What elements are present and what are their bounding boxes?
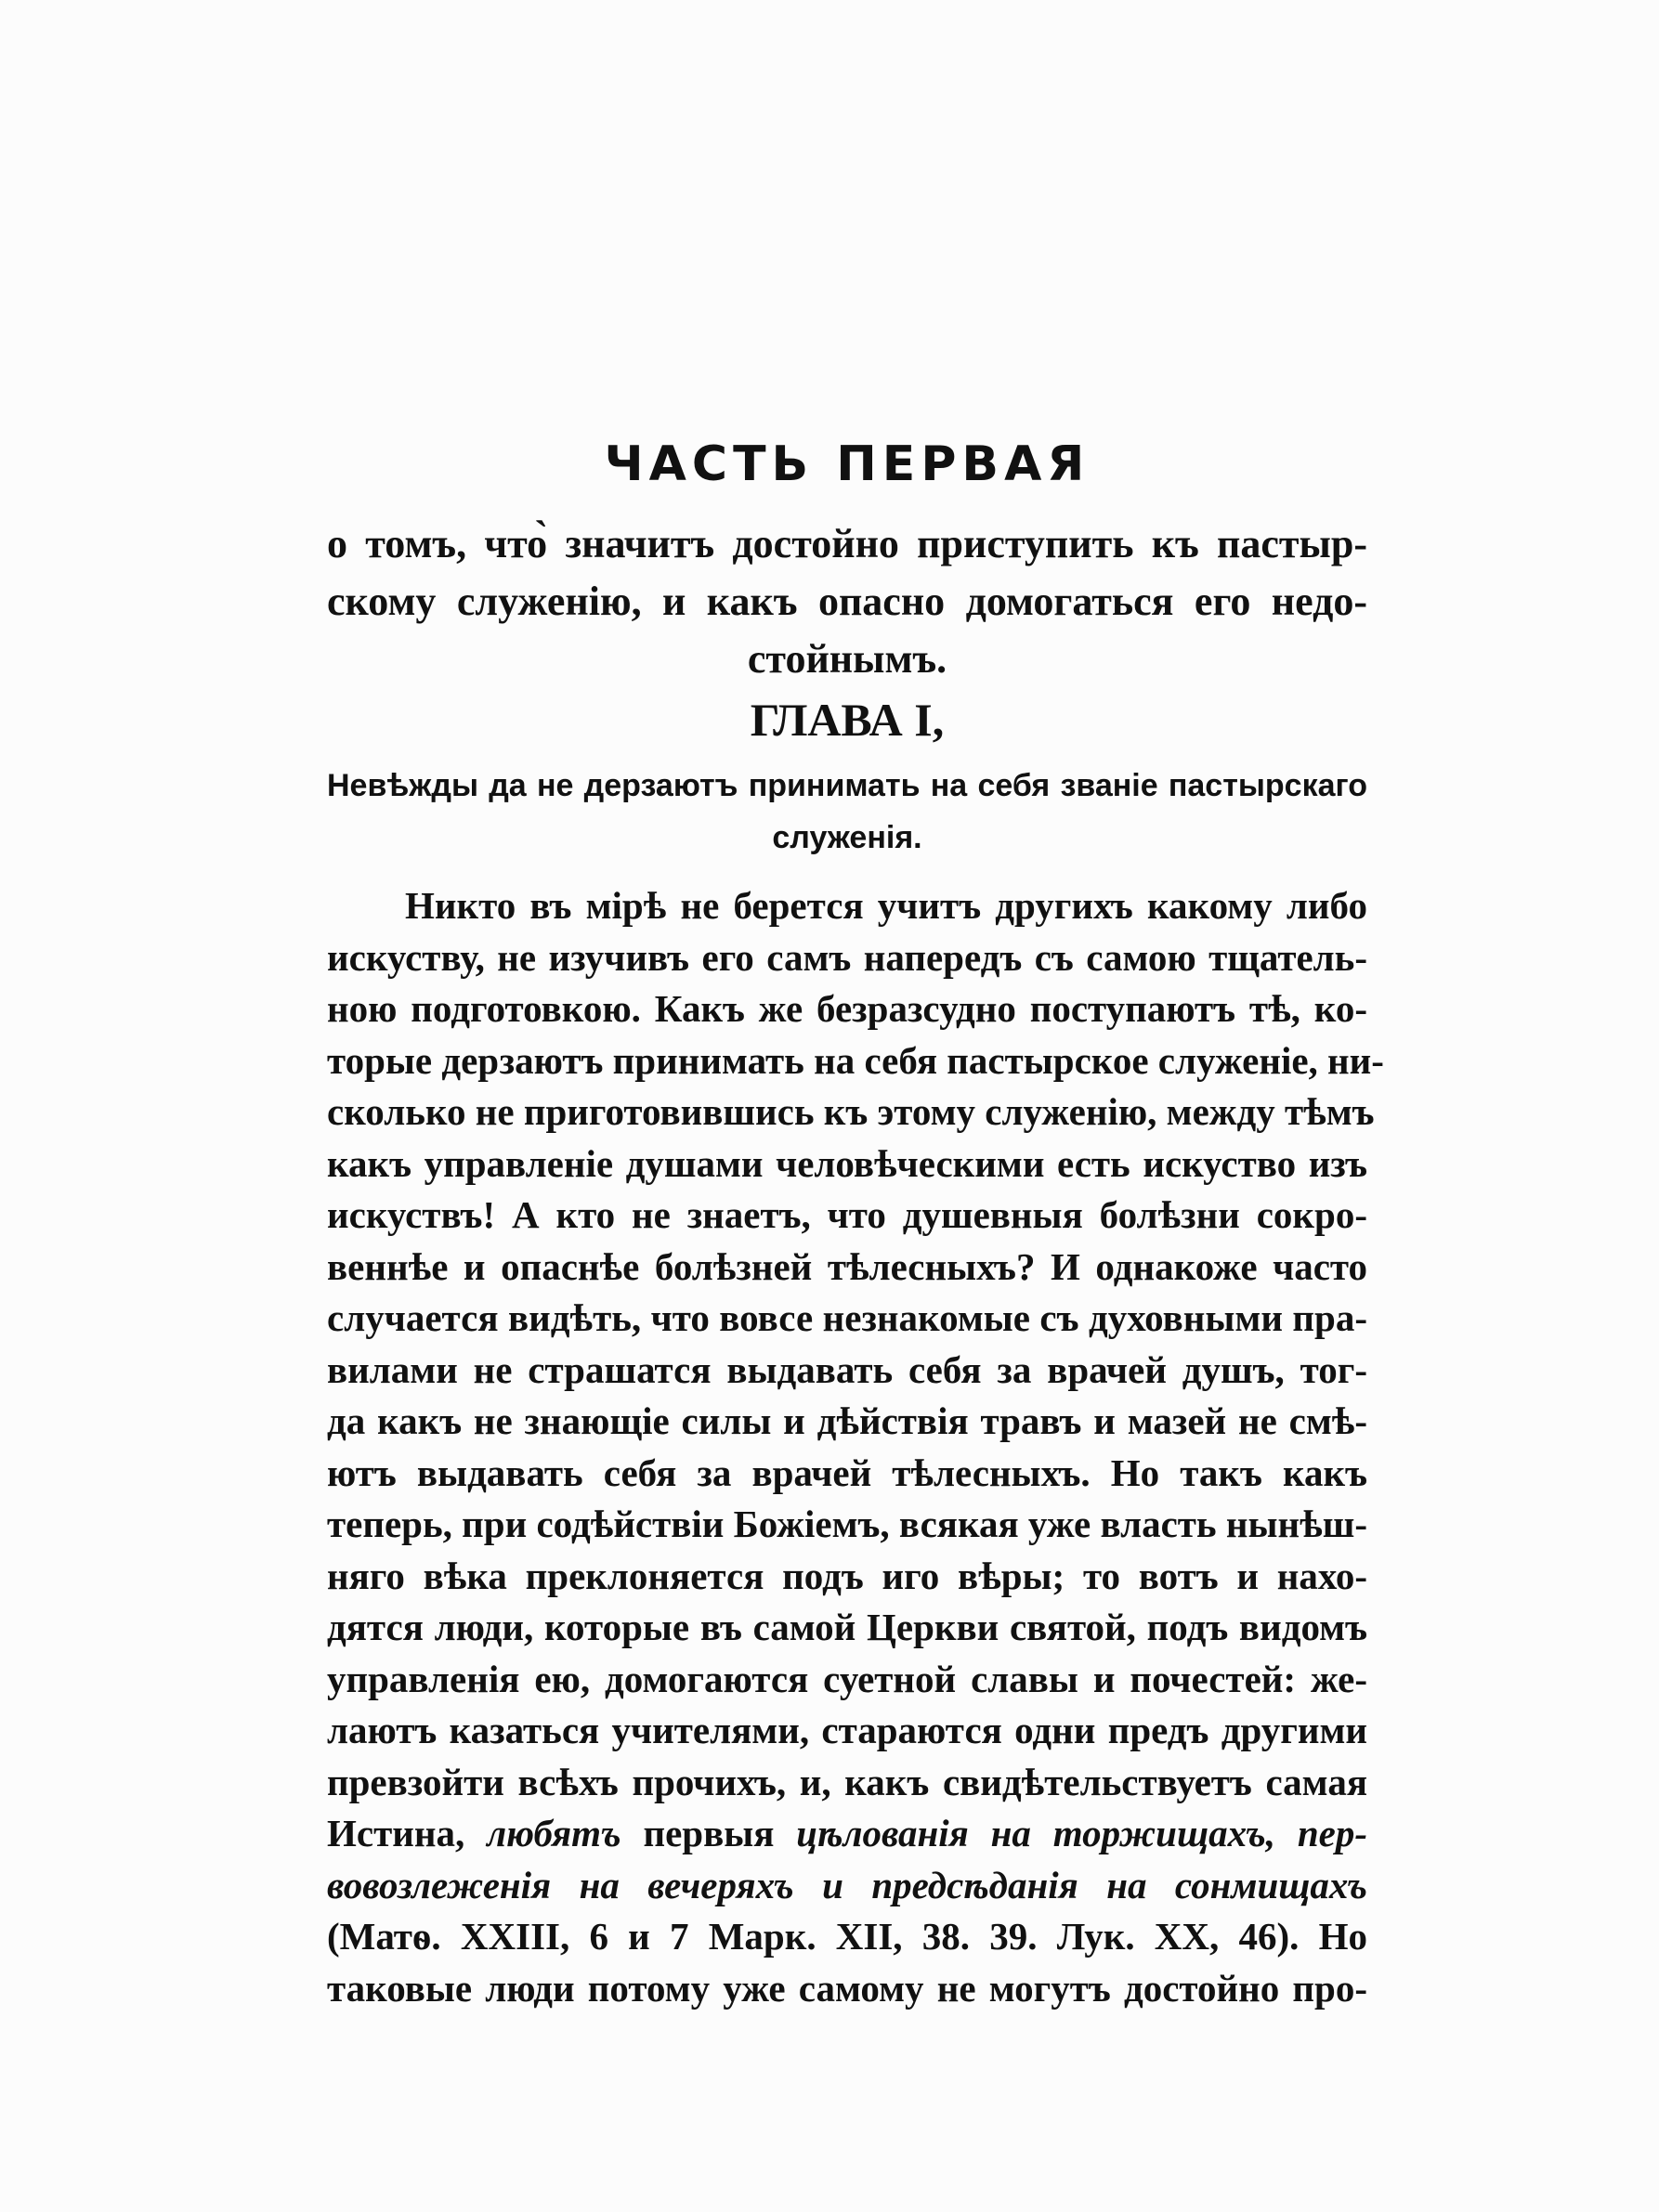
body-line: да какъ не знающіе силы и дѣйствія травъ и мазей не смѣ- — [327, 1399, 1367, 1442]
body-line: случается видѣть, что вовсе незнакомые съ духовными пра- — [327, 1296, 1367, 1339]
body-line: вилами не страшатся выдавать себя за врачей душъ, тог- — [327, 1347, 1367, 1391]
body-line-with-quote — [327, 1808, 1367, 1860]
body-text-run: первыя — [620, 1812, 797, 1854]
body-line: искуствъ! А кто не знаетъ, что душевныя болѣзни сокро- — [327, 1193, 1367, 1236]
body-line: искуству, не изучивъ его самъ напередъ съ самою тщатель- — [327, 935, 1367, 979]
body-line: дятся люди, которые въ самой Церкви святой, подъ видомъ — [327, 1606, 1367, 1648]
chapter-title: ГЛАВА I, — [750, 694, 945, 746]
chapter-subtitle-line: Невѣжды да не дерзаютъ принимать на себя званіе пастырскаго — [327, 768, 1367, 803]
body-line: Никто въ мірѣ не берется учитъ другихъ какому либо — [405, 884, 1367, 927]
body-line: какъ управленіе душами человѣческими есть искуство изъ — [327, 1141, 1367, 1185]
body-line: управленія ею, домогаются суетной славы и почестей: же- — [327, 1657, 1367, 1700]
part-subtitle-line: стойнымъ. — [747, 636, 947, 682]
chapter-subtitle — [327, 760, 1367, 864]
body-line: лаютъ казаться учителями, стараются одни предъ другими — [327, 1709, 1367, 1751]
body-line: ною подготовкою. Какъ же безразсудно поступаютъ тѣ, ко- — [327, 987, 1367, 1030]
part-subtitle-line: о томъ, что̀ значитъ достойно приступить къ пастыр- — [327, 521, 1367, 566]
body-line: веннѣе и опаснѣе болѣзней тѣлесныхъ? И однакоже часто — [327, 1244, 1367, 1288]
part-title: ЧАСТЬ ПЕРВАЯ — [604, 436, 1091, 492]
body-line: торые дерзаютъ принимать на себя пастырское служеніе, ни- — [327, 1038, 1384, 1082]
body-line: ютъ выдавать себя за врачей тѣлесныхъ. Но такъ какъ — [327, 1451, 1367, 1494]
italic-quote-line: вовозлеженія на вечеряхъ и предсѣданія на сонмищахъ — [327, 1863, 1367, 1906]
body-text-run: Истина, — [327, 1812, 488, 1854]
scripture-reference-line: (Матѳ. XXIII, 6 и 7 Марк. XII, 38. 39. Лук. XX, 46). Но — [327, 1915, 1367, 1958]
chapter-subtitle-line: служенія. — [772, 820, 922, 855]
part-subtitle-line: скому служенію, и какъ опасно домогаться его недо- — [327, 579, 1367, 624]
body-paragraph — [327, 880, 1384, 2014]
part-subtitle — [327, 515, 1367, 688]
body-line: няго вѣка преклоняется подъ иго вѣры; то вотъ и нахо- — [327, 1554, 1367, 1597]
italic-quote-run: цѣлованія на торжищахъ, пер- — [796, 1812, 1367, 1854]
body-line: превзойти всѣхъ прочихъ, и, какъ свидѣтельствуетъ самая — [327, 1760, 1367, 1803]
body-line: теперь, при содѣйствіи Божіемъ, всякая уже власть нынѣш- — [327, 1503, 1367, 1545]
body-line: сколько не приготовившись къ этому служенію, между тѣмъ — [327, 1090, 1375, 1133]
body-line: таковые люди потому уже самому не могутъ достойно про- — [327, 1966, 1367, 2010]
italic-quote-run: любятъ — [487, 1812, 621, 1854]
